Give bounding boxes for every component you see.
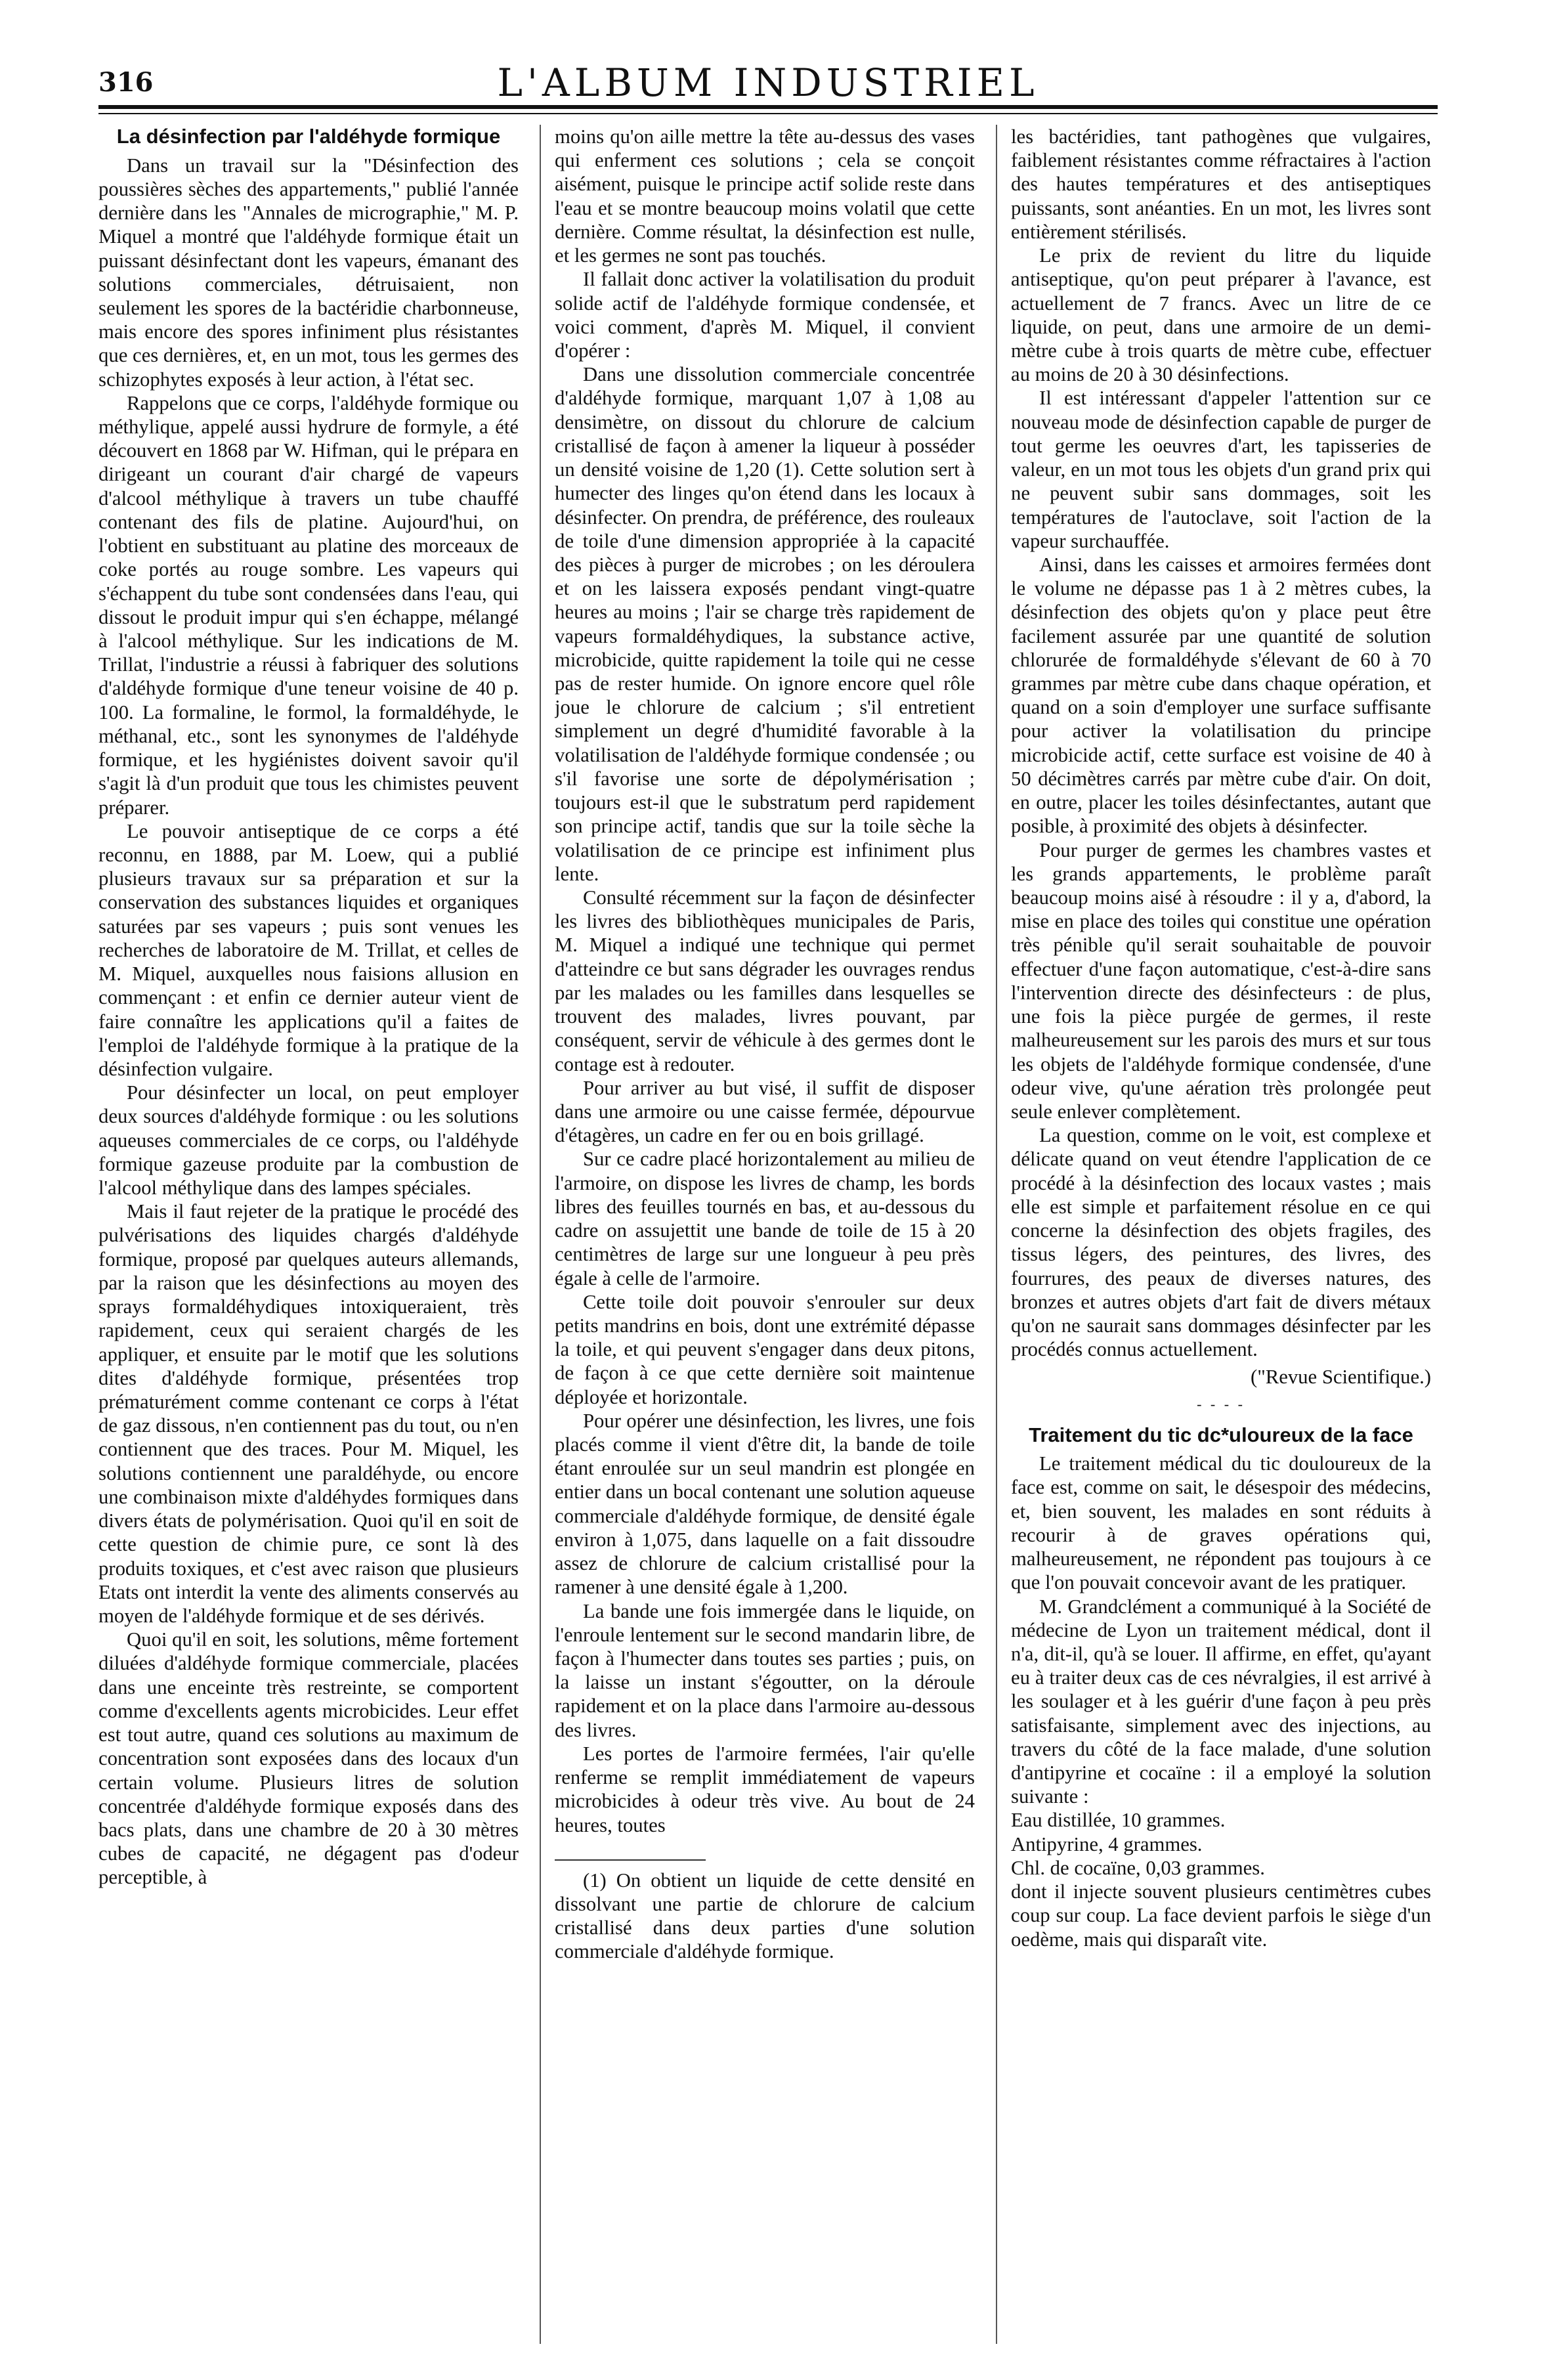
- paragraph: La question, comme on le voit, est complexe et délicate quand on veut étendre l'application de ce procédé à la désinfection des locaux vastes ; mais elle est simple et parfaitement résolue en ce qui concerne la désinfection des objets fragiles, des tissus légers, des peintures, des livres, des fourrures, des peaux de diverses natures, des bronzes et autres objets d'art fait de divers métaux qu'on ne saurait sans dommages désinfecter par les procédés connus actuellement.: [1011, 1124, 1431, 1361]
- recipe-line: Chl. de cocaïne, 0,03 grammes.: [1011, 1856, 1265, 1879]
- paragraph: M. Grandclément a communiqué à la Société de médecine de Lyon un traitement médical, dont il n'a, dit-il, qu'à se louer. Il affirme, en effet, qu'ayant eu à traiter deux cas de ces névralgies, il est arrivé à les soulager et à les guérir d'une façon à peu près satisfaisante, simplement avec des injections, au travers du côté de la face malade, d'une solution d'antipyrine et cocaïne : il a employé la solution suivante :: [1011, 1595, 1431, 1808]
- paragraph: Ainsi, dans les caisses et armoires fermées dont le volume ne dépasse pas 1 à 2 mètres cubes, la désinfection des objets qu'on y place peut être facilement assurée par une quantité de solution chlorurée de formaldéhyde s'élevant de 60 à 70 grammes par mètre cube dans chaque opération, et quand on a soin d'employer une surface suffisante pour activer la volatilisation du principe microbicide actif, cette surface est voisine de 40 à 50 décimètres carrés par mètre cube d'air. On doit, en outre, placer les toiles désinfectantes, autant que posible, à proximité des objets à désinfecter.: [1011, 553, 1431, 838]
- paragraph: Le prix de revient du litre du liquide antiseptique, qu'on peut préparer à l'avance, est actuellement de 7 francs. Avec un litre de ce liquide, on peut, dans une armoire de un demi-mètre cube à trois quarts de mètre cube, effectuer au moins de 20 à 30 désinfections.: [1011, 244, 1431, 386]
- paragraph: Pour désinfecter un local, on peut employer deux sources d'aldéhyde formique : ou les solutions aqueuses commerciales de ce corps, ou l'aldéhyde formique gazeuse produite par la combustion de l'alcool méthylique dans des lampes spéciales.: [98, 1081, 519, 1200]
- paragraph: Le pouvoir antiseptique de ce corps a été reconnu, en 1888, par M. Loew, qui a publié plusieurs travaux sur sa préparation et sur la conservation des substances liquides et organiques saturées par ses vapeurs ; puis sont venues les recherches de laboratoire de M. Trillat, et celles de M. Miquel, auxquelles nous faisions allusion en commençant : et enfin ce dernier auteur vient de faire connaître les applications qu'il a faites de l'emploi de l'aldéhyde formique à la pratique de la désinfection vulgaire.: [98, 819, 519, 1080]
- footnote: (1) On obtient un liquide de cette densité en dissolvant une partie de chlorure de calcium cristallisé dans deux parties d'une solution commerciale d'aldéhyde formique.: [555, 1869, 975, 1963]
- article-title: Traitement du tic dc*uloureux de la face: [1029, 1423, 1413, 1446]
- paragraph: Mais il faut rejeter de la pratique le procédé des pulvérisations des liquides chargés d'aldéhyde formique, proposé par quelques auteurs allemands, par la raison que les désinfections au moyen des sprays formaldéhydiques intoxiqueraient, très rapidement, ceux qui seraient chargés de les appliquer, et ensuite par le motif que les solutions dites d'aldéhyde formique, présentées trop prématurément comme contenant ce corps à l'état de gaz dissous, n'en contiennent pas du tout, ou n'en contiennent que des traces. Pour M. Miquel, les solutions contiennent une paraldéhyde, ou encore une combinaison mixte d'aldéhydes formiques dans divers états de polymérisation. Quoi qu'il en soit de cette question de chimie pure, ce sont là des produits toxiques, et c'est avec raison que plusieurs Etats ont interdit la vente des aliments conservés au moyen de l'aldéhyde formique et de ses dérivés.: [98, 1200, 519, 1627]
- paragraph: Pour arriver au but visé, il suffit de disposer dans une armoire ou une caisse fermée, dépourvue d'étagères, un cadre en fer ou en bois grillagé.: [555, 1076, 975, 1147]
- paragraph: Les portes de l'armoire fermées, l'air qu'elle renferme se remplit immédiatement de vapeurs microbicides à odeur très vive. Au bout de 24 heures, toutes: [555, 1742, 975, 1836]
- article-title: La désinfection par l'aldéhyde formique: [116, 125, 501, 148]
- column-3: [1011, 125, 1431, 2357]
- header-rule-thin: [98, 113, 1438, 114]
- column-2: [555, 125, 975, 2357]
- paragraph: Le traitement médical du tic douloureux de la face est, comme on sait, le désespoir des médecins, et, bien souvent, les malades en sont réduits à recourir à de graves opérations qui, malheureusement, ne répondent pas toujours à ce que l'on pouvait concevoir avant de les pratiquer.: [1011, 1452, 1431, 1594]
- paragraph: moins qu'on aille mettre la tête au-dessus des vases qui enferment ces solutions ; cela se conçoit aisément, puisque le principe actif solide reste dans l'eau et se montre beaucoup moins volatil que cette dernière. Comme résultat, la désinfection est nulle, et les germes ne sont pas touchés.: [555, 125, 975, 267]
- paragraph: Dans une dissolution commerciale concentrée d'aldéhyde formique, marquant 1,07 à 1,08 au densimètre, on dissout du chlorure de calcium cristallisé de façon à amener la liqueur à posséder un densité voisine de 1,20 (1). Cette solution sert à humecter des linges qu'on étend dans les locaux à désinfecter. On prendra, de préférence, des rouleaux de toile d'une dimension appropriée à la capacité des pièces à purger de microbes ; on les déroulera et on les laissera exposés pendant vingt-quatre heures au moins ; l'air se charge très rapidement de vapeurs formaldéhydiques, la substance active, microbicide, quitte rapidement la toile qui ne cesse pas de rester humide. On ignore encore quel rôle joue le chlorure de calcium ; s'il entretient simplement un degré d'humidité favorable à la volatilisation de l'aldéhyde formique condensée ; ou s'il favorise une sorte de dépolymérisation ; toujours est-il que le substratum perd rapidement son principe actif, tandis que sur la toile sèche la volatilisation de ce principe est infiniment plus lente.: [555, 363, 975, 885]
- paragraph: Il est intéressant d'appeler l'attention sur ce nouveau mode de désinfection capable de purger de tout germe les oeuvres d'art, les tapisseries de valeur, en un mot tous les objets d'un grand prix qui ne peuvent subir sans dommages, soit les températures de l'autoclave, soit l'action de la vapeur surchauffée.: [1011, 387, 1431, 552]
- column-1: [98, 125, 519, 2357]
- paragraph: Consulté récemment sur la façon de désinfecter les livres des bibliothèques municipales de Paris, M. Miquel a indiqué une technique qui permet d'atteindre ce but sans dégrader les ouvrages rendus par les malades ou les familles dans lesquelles se trouvent des malades, livres pouvant, par conséquent, servir de véhicule à des germes dont le contage est à redouter.: [555, 886, 975, 1075]
- article-separator: - - - -: [1197, 1395, 1245, 1412]
- paragraph: dont il injecte souvent plusieurs centimètres cubes coup sur coup. La face devient parfois le siège d'un oedème, mais qui disparaît vite.: [1011, 1880, 1431, 1951]
- recipe-line: Eau distillée, 10 grammes.: [1011, 1809, 1226, 1832]
- paragraph: les bactéridies, tant pathogènes que vulgaires, faiblement résistantes comme réfractaires à l'action des hautes températures et des antiseptiques puissants, sont anéanties. En un mot, les livres sont entièrement stérilisés.: [1011, 125, 1431, 243]
- paragraph: La bande une fois immergée dans le liquide, on l'enroule lentement sur le second mandarin libre, de façon à l'humecter dans toutes ses parties ; puis, on la laisse un instant s'égoutter, on la déroule rapidement et on la place dans l'armoire au-dessous des livres.: [555, 1599, 975, 1741]
- paragraph: Quoi qu'il en soit, les solutions, même fortement diluées d'aldéhyde formique commerciale, placées dans une enceinte très restreinte, se comportent comme d'excellents agents microbicides. Leur effet est tout autre, quand ces solutions au maximum de concentration sont exposées dans des locaux d'un certain volume. Plusieurs litres de solution concentrée d'aldéhyde formique exposés dans des bacs plats, dans une chambre de 20 à 30 mètres cubes de capacité, ne dégagent pas d'odeur perceptible, à: [98, 1628, 519, 1889]
- paragraph: Il fallait donc activer la volatilisation du produit solide actif de l'aldéhyde formique condensée, et voici comment, d'après M. Miquel, il convient d'opérer :: [555, 268, 975, 362]
- page-number: 316: [98, 67, 154, 98]
- article-source: ("Revue Scientifique.): [1251, 1366, 1431, 1389]
- column-divider: [996, 125, 997, 2344]
- header-rule: [98, 105, 1438, 109]
- paragraph: Sur ce cadre placé horizontalement au milieu de l'armoire, on dispose les livres de champ, les bords libres des feuilles tournés en bas, et au-dessous du cadre on assujettit une bande de toile de 15 à 20 centimètres de large sur une longueur à peu près égale à celle de l'armoire.: [555, 1148, 975, 1289]
- recipe-line: Antipyrine, 4 grammes.: [1011, 1832, 1203, 1855]
- journal-title: L'ALBUM INDUSTRIEL: [497, 60, 1039, 105]
- footnote-rule: [555, 1859, 706, 1861]
- paragraph: Rappelons que ce corps, l'aldéhyde formique ou méthylique, appelé aussi hydrure de formyle, a été découvert en 1868 par W. Hifman, qui le prépara en dirigeant un courant d'air chargé de vapeurs d'alcool méthylique à travers un tube chauffé contenant des fils de platine. Aujourd'hui, on l'obtient en substituant au platine des morceaux de coke portés au rouge sombre. Les vapeurs qui s'échappent du tube sont condensées dans l'eau, qui dissout le produit impur qui s'en échappe, mélangé à l'alcool méthylique. Sur les indications de M. Trillat, l'industrie a réussi à fabriquer des solutions d'aldéhyde formique d'une teneur voisine de 40 p. 100. La formaline, le formol, la formaldéhyde, le méthanal, etc., sont les synonymes de l'aldéhyde formique, et les hygiénistes doivent savoir qu'il s'agit là d'un produit que tous les chimistes peuvent préparer.: [98, 391, 519, 819]
- paragraph: Cette toile doit pouvoir s'enrouler sur deux petits mandrins en bois, dont une extrémité dépasse la toile, et qui peuvent s'engager dans deux pitons, de façon à ce que cette dernière soit maintenue déployée et horizontale.: [555, 1290, 975, 1408]
- column-divider: [540, 125, 541, 2344]
- paragraph: Pour purger de germes les chambres vastes et les grands appartements, le problème paraît beaucoup moins aisé à résoudre : il y a, d'abord, la mise en place des toiles qui constitue une opération très pénible qu'il serait souhaitable de pouvoir effectuer d'une façon automatique, c'est-à-dire sans l'intervention directe des désinfecteurs : de plus, une fois la pièce purgée de germes, il reste malheureusement sur les parois des murs et sur tous les objets de l'aldéhyde formique condensée, d'une odeur vive, qu'une aération très prolongée peut seule enlever complètement.: [1011, 838, 1431, 1123]
- paragraph: Dans un travail sur la "Désinfection des poussières sèches des appartements," publié l'année dernière dans les "Annales de micrographie," M. P. Miquel a montré que l'aldéhyde formique était un puissant désinfectant dont les vapeurs, émanant des solutions commerciales, détruisaient, non seulement les spores de la bactéridie charbonneuse, mais encore des spores infiniment plus résistantes que ces dernières, et, en un mot, tous les germes des schizophytes exposés à leur action, à l'état sec.: [98, 154, 519, 391]
- page-header: [98, 60, 1438, 105]
- paragraph: Pour opérer une désinfection, les livres, une fois placés comme il vient d'être dit, la bande de toile étant enroulée sur un seul mandrin est plongée en entier dans un bocal contenant une solution aqueuse commerciale d'aldéhyde formique, de densité égale environ à 1,075, dans laquelle on a fait dissoudre assez de chlorure de calcium cristallisé pour la ramener à une densité égale à 1,200.: [555, 1409, 975, 1599]
